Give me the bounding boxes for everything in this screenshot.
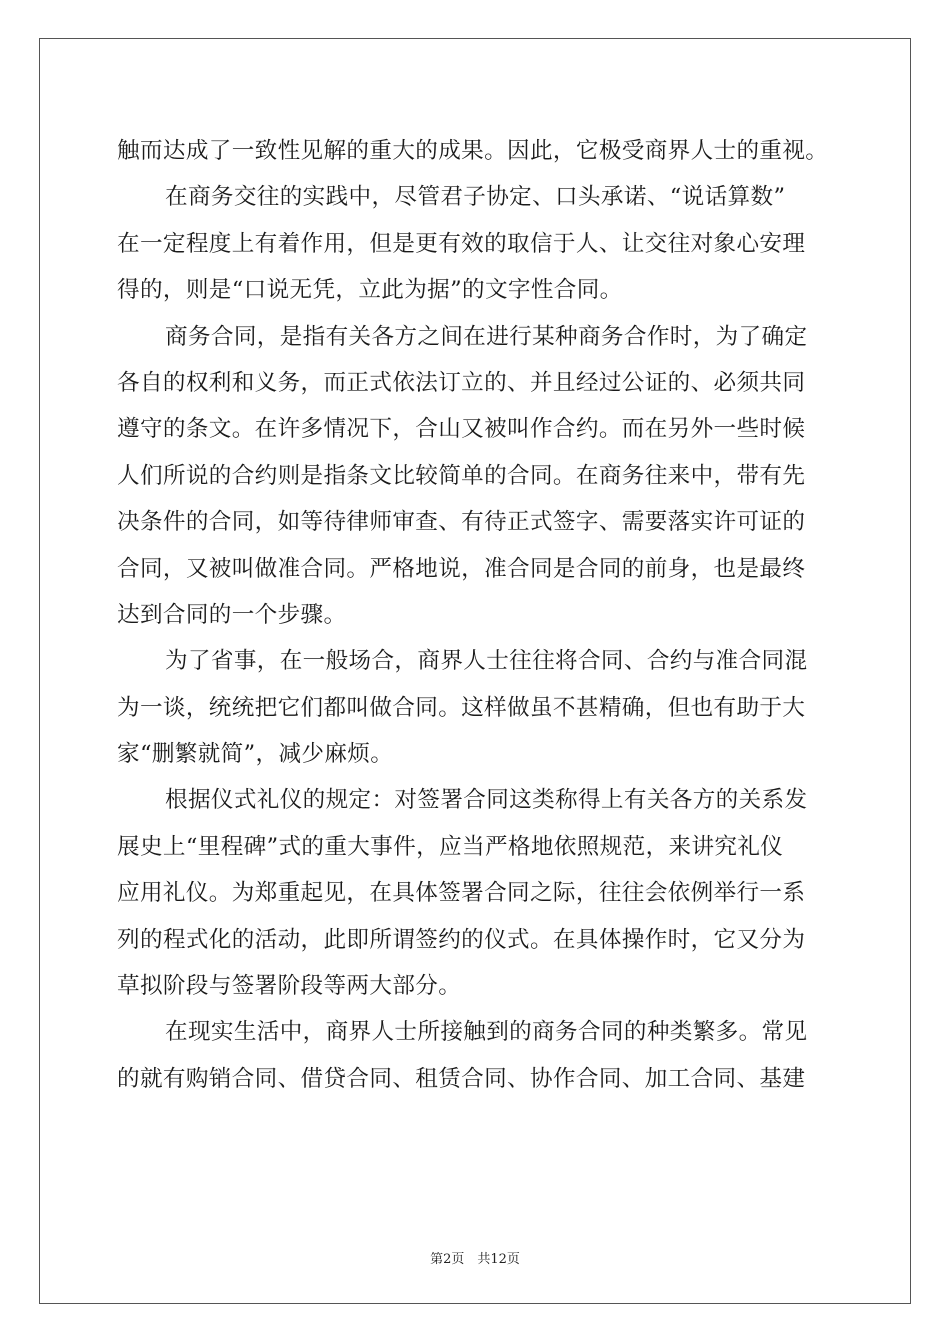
text-line-19: 草拟阶段与签署阶段等两大部分。: [117, 973, 462, 1000]
text-line-7: 遵守的条文。在许多情况下，合山又被叫作合约。而在另外一些时候: [117, 416, 806, 443]
text-line-14: 家“删繁就简”，减少麻烦。: [117, 741, 394, 768]
text-line-18: 列的程式化的活动，此即所谓签约的仪式。在具体操作时，它又分为: [117, 926, 806, 953]
text-line-16: 展史上“里程碑”式的重大事件，应当严格地依照规范，来讲究礼仪: [117, 833, 784, 860]
text-line-9: 决条件的合同，如等待律师审查、有待正式签字、需要落实许可证的: [117, 509, 806, 536]
text-line-21: 的就有购销合同、借贷合同、租赁合同、协作合同、加工合同、基建: [117, 1065, 806, 1092]
text-line-15: 根据仪式礼仪的规定：对签署合同这类称得上有关各方的关系发: [165, 787, 808, 814]
text-line-1: 触而达成了一致性见解的重大的成果。因此，它极受商界人士的重视。: [117, 138, 829, 164]
text-line-3: 在一定程度上有着作用，但是更有效的取信于人、让交往对象心安理: [117, 230, 806, 257]
text-line-2: 在商务交往的实践中，尽管君子协定、口头承诺、“说话算数”: [165, 184, 786, 211]
text-line-12: 为了省事，在一般场合，商界人士往往将合同、合约与准合同混: [165, 648, 808, 675]
text-line-13: 为一谈，统统把它们都叫做合同。这样做虽不甚精确，但也有助于大: [117, 694, 806, 721]
text-line-5: 商务合同，是指有关各方之间在进行某种商务合作时，为了确定: [165, 323, 808, 350]
page-number-footer: 第2页 共12页: [430, 1252, 520, 1267]
text-line-17: 应用礼仪。为郑重起见，在具体签署合同之际，往往会依例举行一系: [117, 880, 806, 907]
document-body: [117, 128, 835, 1102]
text-line-11: 达到合同的一个步骤。: [117, 601, 347, 628]
text-line-6: 各自的权利和义务，而正式依法订立的、并且经过公证的、必须共同: [117, 369, 806, 396]
text-line-20: 在现实生活中，商界人士所接触到的商务合同的种类繁多。常见: [165, 1019, 808, 1046]
text-line-4: 得的，则是“口说无凭，立此为据”的文字性合同。: [117, 277, 623, 304]
text-line-10: 合同，又被叫做准合同。严格地说，准合同是合同的前身，也是最终: [117, 555, 806, 582]
text-line-8: 人们所说的合约则是指条文比较简单的合同。在商务往来中，带有先: [117, 462, 806, 489]
